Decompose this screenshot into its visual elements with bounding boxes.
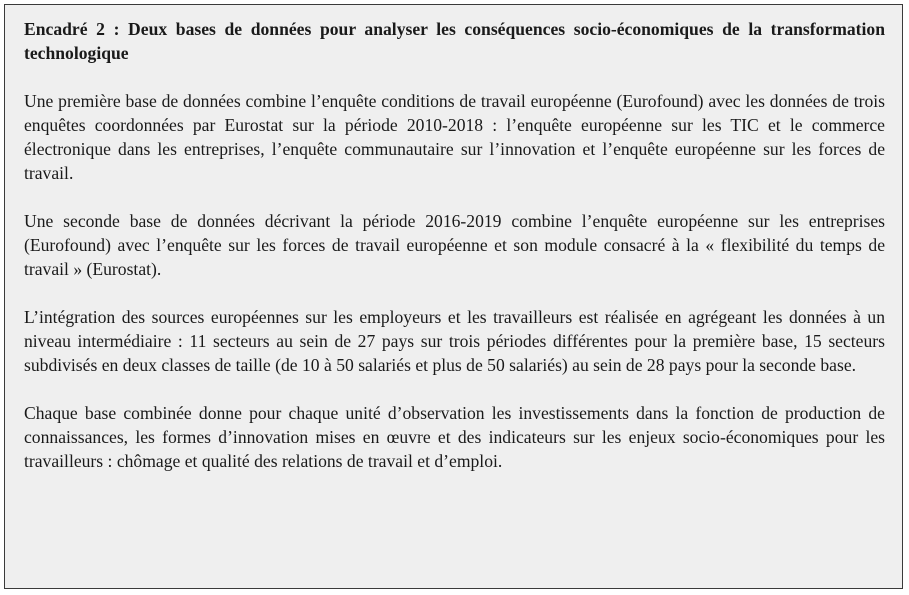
text-box bbox=[4, 4, 903, 589]
paragraph-second-database: Une seconde base de données décrivant la période 2016-2019 combine l’enquête européenne sur les entreprises (Eurofound) avec l’enquête sur les forces de travail européenne et son module consacré à la « flexibilité du temps de travail » (Eurostat). bbox=[24, 211, 885, 279]
paragraph-first-database: Une première base de données combine l’enquête conditions de travail européenne (Eurofound) avec les données de trois enquêtes coordonnées par Eurostat sur la période 2010-2018 : l’enquête européenne sur les TIC et le commerce électronique dans les entreprises, l’enquête communautaire sur l’innovation et l’enquête européenne sur les forces de travail. bbox=[24, 91, 885, 183]
paragraph-integration: L’intégration des sources européennes sur les employeurs et les travailleurs est réalisée en agrégeant les données à un niveau intermédiaire : 11 secteurs au sein de 27 pays sur trois périodes différentes pour la première base, 15 secteurs subdivisés en deux classes de taille (de 10 à 50 salariés et plus de 50 salariés) au sein de 28 pays pour la seconde base. bbox=[24, 307, 885, 375]
paragraph-combined-base: Chaque base combinée donne pour chaque unité d’observation les investissements dans la fonction de production de connaissances, les formes d’innovation mises en œuvre et des indicateurs sur les enjeux socio-économiques pour les travailleurs : chômage et qualité des relations de travail et d’emploi. bbox=[24, 403, 885, 471]
box-title: Encadré 2 : Deux bases de données pour analyser les conséquences socio-économiques de la transformation technologique bbox=[24, 19, 885, 63]
